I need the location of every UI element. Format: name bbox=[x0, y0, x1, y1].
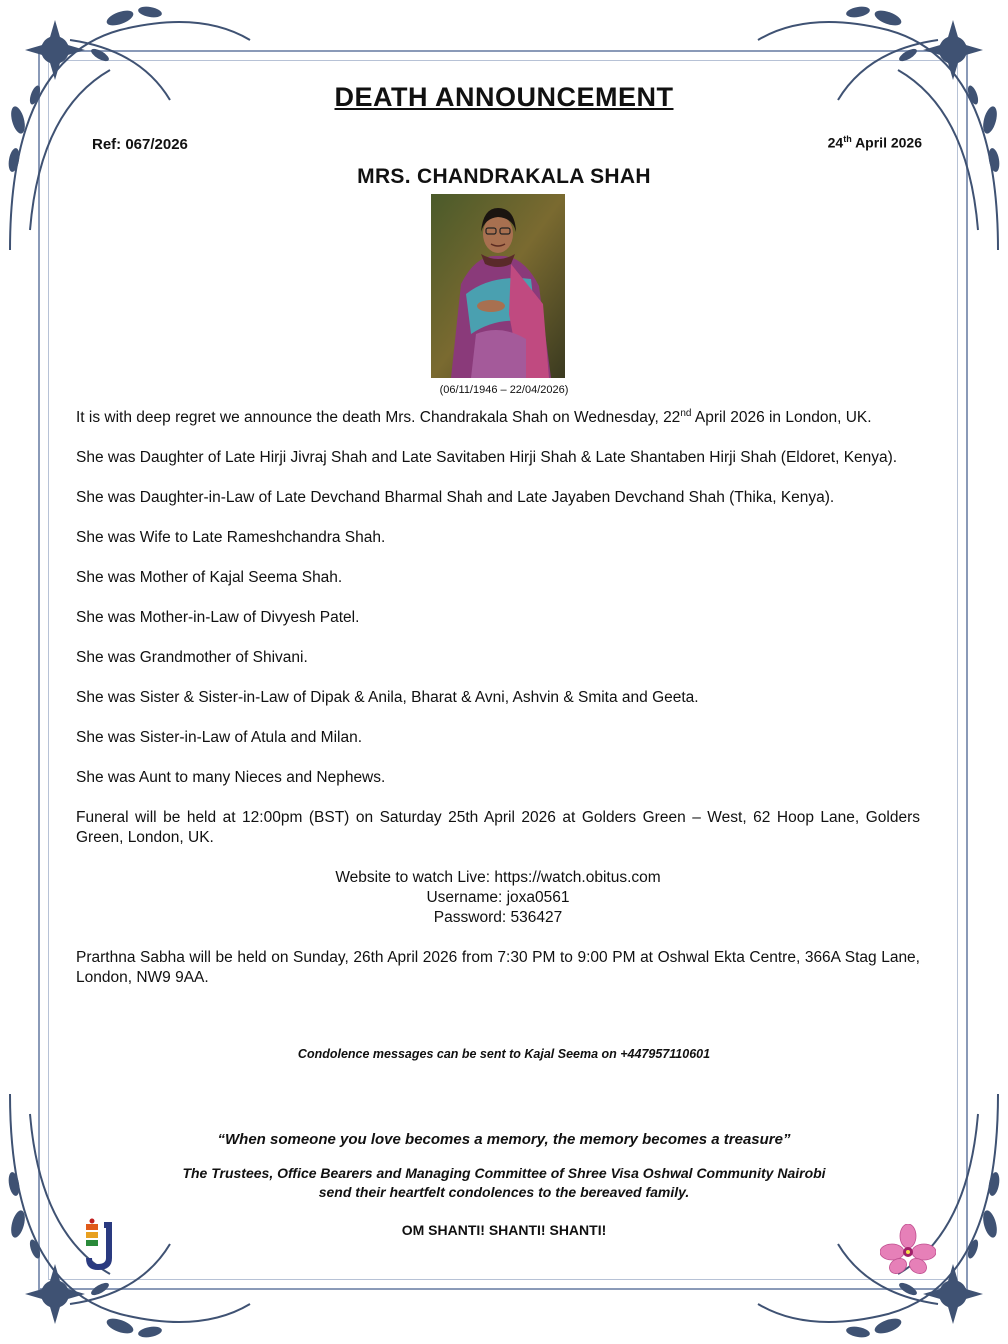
floral-corner-ornament-bottom-left bbox=[0, 1084, 260, 1344]
memorial-quote: “When someone you love becomes a memory, the memory becomes a treasure” bbox=[217, 1131, 791, 1148]
livestream-username: Username: joxa0561 bbox=[426, 889, 570, 906]
mother-paragraph: She was Mother of Kajal Seema Shah. bbox=[76, 569, 343, 586]
portrait-photo bbox=[431, 194, 565, 378]
trustees-message bbox=[0, 1164, 1008, 1202]
sister-in-law-paragraph: She was Sister-in-Law of Atula and Milan. bbox=[76, 729, 363, 746]
community-logo-icon bbox=[82, 1218, 120, 1274]
announcement-paragraph bbox=[76, 408, 920, 428]
announce-suffix: nd bbox=[680, 407, 692, 419]
livestream-website: Website to watch Live: https://watch.obitus.com bbox=[335, 869, 661, 886]
wife-paragraph: She was Wife to Late Rameshchandra Shah. bbox=[76, 529, 386, 546]
announce-text-a: It is with deep regret we announce the death Mrs. Chandrakala Shah on Wednesday, 22 bbox=[76, 409, 681, 426]
daughter-in-law-paragraph: She was Daughter-in-Law of Late Devchand Bharmal Shah and Late Jayaben Devchand Shah (Thika, Kenya). bbox=[76, 489, 835, 506]
announcement-date bbox=[828, 134, 922, 151]
reference-number: Ref: 067/2026 bbox=[92, 136, 188, 153]
floral-corner-ornament-bottom-right bbox=[748, 1084, 1008, 1344]
deceased-name: MRS. CHANDRAKALA SHAH bbox=[357, 165, 651, 188]
date-month-year: April 2026 bbox=[851, 134, 922, 151]
announcement-body bbox=[76, 408, 920, 1008]
orchid-flower-icon bbox=[880, 1224, 936, 1276]
grandmother-paragraph: She was Grandmother of Shivani. bbox=[76, 649, 308, 666]
daughter-paragraph: She was Daughter of Late Hirji Jivraj Shah and Late Savitaben Hirji Shah & Late Shantaben Hirji Shah (Eldoret, Kenya). bbox=[76, 449, 898, 466]
livestream-password: Password: 536427 bbox=[433, 909, 563, 926]
floral-corner-ornament-top-left bbox=[0, 0, 260, 260]
page-title: DEATH ANNOUNCEMENT bbox=[334, 82, 674, 112]
trustees-line-2: send their heartfelt condolences to the bereaved family. bbox=[318, 1184, 690, 1200]
condolence-contact: Condolence messages can be sent to Kajal Seema on +447957110601 bbox=[297, 1047, 711, 1061]
om-shanti: OM SHANTI! SHANTI! SHANTI! bbox=[401, 1222, 607, 1238]
trustees-line-1: The Trustees, Office Bearers and Managing Committee of Shree Visa Oshwal Community Nairobi bbox=[182, 1165, 826, 1181]
announce-text-b: April 2026 in London, UK. bbox=[691, 409, 872, 426]
funeral-paragraph: Funeral will be held at 12:00pm (BST) on Saturday 25th April 2026 at Golders Green – West, 62 Hoop Lane, Golders Green, London, UK. bbox=[76, 809, 920, 846]
date-suffix: th bbox=[843, 134, 852, 144]
prarthna-paragraph: Prarthna Sabha will be held on Sunday, 26th April 2026 from 7:30 PM to 9:00 PM at Oshwal Ekta Centre, 366A Stag Lane, London, NW9 9AA. bbox=[76, 949, 920, 986]
aunt-paragraph: She was Aunt to many Nieces and Nephews. bbox=[76, 769, 386, 786]
mother-in-law-paragraph: She was Mother-in-Law of Divyesh Patel. bbox=[76, 609, 360, 626]
livestream-details bbox=[76, 868, 920, 928]
floral-corner-ornament-top-right bbox=[748, 0, 1008, 260]
date-day: 24 bbox=[827, 134, 844, 151]
sister-paragraph: She was Sister & Sister-in-Law of Dipak & Anila, Bharat & Avni, Ashvin & Smita and Geeta. bbox=[76, 689, 699, 706]
life-dates: (06/11/1946 – 22/04/2026) bbox=[439, 384, 569, 396]
